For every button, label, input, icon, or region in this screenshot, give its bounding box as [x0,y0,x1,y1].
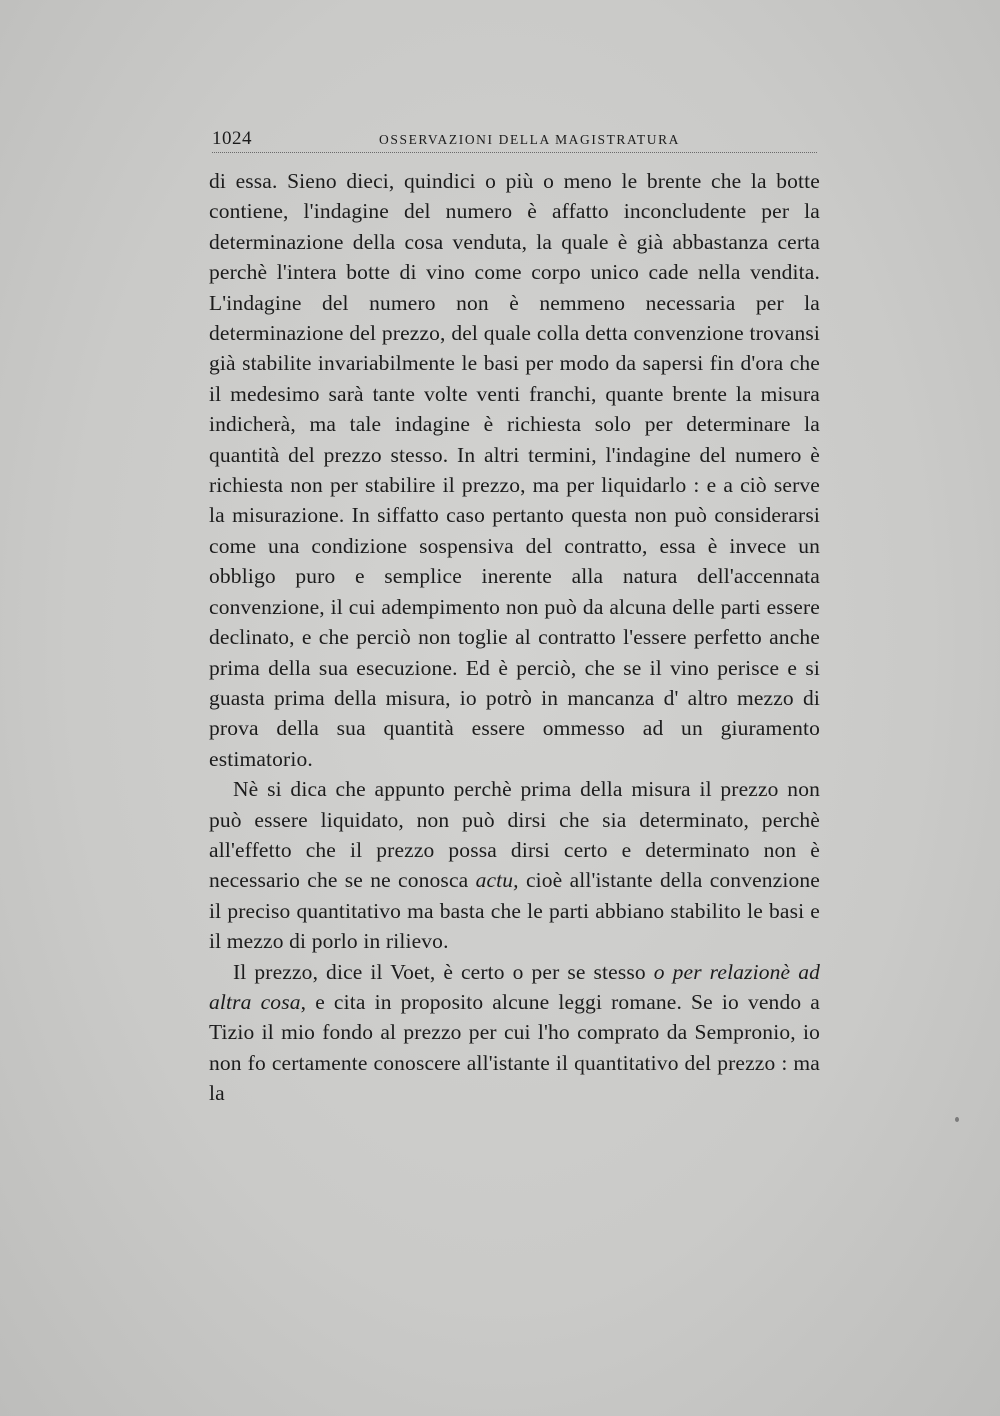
paragraph-2-text-b: cioè all'istante della convenzione il preciso quantitativo ma basta che le parti abbiano stabilito le basi e il mezzo di porlo in rilievo. [209,868,820,954]
running-title: OSSERVAZIONI DELLA MAGISTRATURA [379,132,681,147]
page-number: 1024 [212,128,252,149]
paragraph-3 [209,957,820,1109]
paragraph-2-italic: actu, [475,868,519,893]
body-text [209,166,820,1109]
paragraph-3-text-b: , e cita in proposito alcune leggi romane. Se io vendo a Tizio il mio fondo al prezzo per cui l'ho comprato da Sempronio, io non fo certamente conoscere all'istante il quantitativo del prezzo : ma la [209,989,820,1106]
paragraph-1-text: di essa. Sieno dieci, quindici o più o meno le brente che la botte contiene, l'indagine del numero è affatto inconcludente per la determinazione della cosa venduta, la quale è già abbastanza certa perchè l'intera botte di vino come corpo unico cade nella vendita. L'indagine del numero non è nemmeno necessaria per la determinazione del prezzo, del quale colla detta convenzione trovansi già stabilite invariabilmente le basi per modo da sapersi fin d'ora che il medesimo sarà tante volte venti franchi, quante brente la misura indicherà, ma tale indagine è richiesta solo per determinare la quantità del prezzo stesso. In altri termini, l'indagine del numero è richiesta non per stabilire il prezzo, ma per liquidarlo : e a ciò serve la misurazione. In siffatto caso pertanto questa non può considerarsi come una condizione sospensiva del contratto, essa è invece un obbligo puro e semplice inerente alla natura dell'accennata convenzione, il cui adempimento non può da alcuna delle parti essere declinato, e che perciò non toglie al contratto l'essere perfetto anche prima della sua esecuzione. Ed è perciò, che se il vino perisce e si guasta prima della misura, io potrò in mancanza d' altro mezzo di prova della sua quantità essere ommesso ad un giuramento estimatorio. [209,169,820,771]
paragraph-2-text-a: Nè si dica che appunto perchè prima della misura il prezzo non può essere liquidato, non può dirsi che sia determinato, perchè all'effetto che il prezzo possa dirsi certo e determinato non è necessario che se ne conosca [209,777,820,893]
paragraph-2 [209,774,820,956]
paragraph-1 [209,166,820,774]
paragraph-3-text-a: Il prezzo, dice il Voet, è certo o per se stesso [233,959,654,984]
page-header [212,128,817,153]
paragraph-3-italic: o per relazionè ad altra cosa [209,959,821,1014]
paper-speck [955,1117,959,1122]
